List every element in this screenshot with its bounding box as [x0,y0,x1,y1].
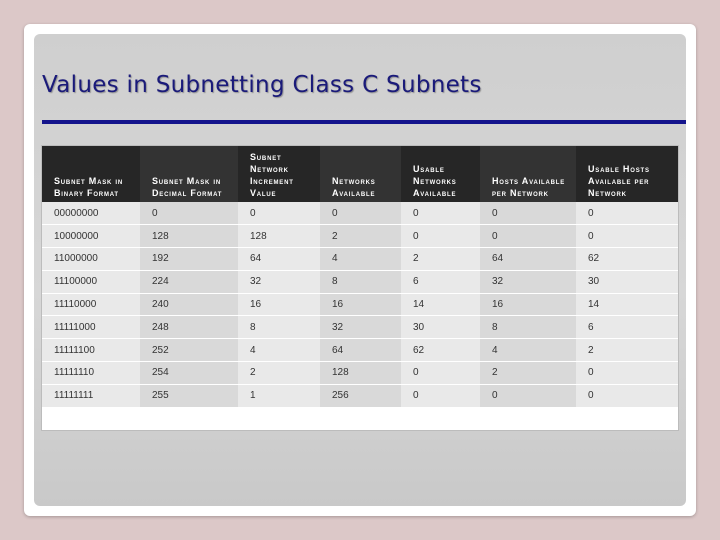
table-cell: 16 [480,293,576,316]
column-header-binary-mask: Subnet Mask in Binary Format [42,146,140,202]
table-cell: 62 [401,339,480,362]
table-cell: 2 [480,362,576,385]
column-header-decimal-mask: Subnet Mask in Decimal Format [140,146,238,202]
table-cell: 2 [401,248,480,271]
table-row [42,248,678,271]
table-cell: 0 [401,362,480,385]
table-row [42,202,678,225]
table-cell: 1 [238,384,320,407]
table-cell: 30 [401,316,480,339]
table-cell: 16 [238,293,320,316]
table-cell: 128 [140,225,238,248]
column-header-increment: Subnet Network Increment Value [238,146,320,202]
table-cell: 10000000 [42,225,140,248]
table-cell: 6 [576,316,678,339]
table-cell: 16 [320,293,401,316]
table-row [42,316,678,339]
table-cell: 128 [320,362,401,385]
slide [24,24,696,516]
table-cell: 2 [238,362,320,385]
table-row [42,384,678,407]
slide-title: Values in Subnetting Class C Subnets [42,72,482,98]
table-cell: 0 [401,202,480,225]
subnet-values-table [42,146,678,408]
table-row [42,225,678,248]
table-cell: 252 [140,339,238,362]
table-row [42,293,678,316]
table-cell: 62 [576,248,678,271]
column-header-hosts: Hosts Available per Network [480,146,576,202]
subnet-table-container [41,145,679,431]
table-cell: 254 [140,362,238,385]
table-cell: 14 [576,293,678,316]
table-cell: 00000000 [42,202,140,225]
table-cell: 6 [401,270,480,293]
table-cell: 0 [401,384,480,407]
table-cell: 0 [576,384,678,407]
table-cell: 8 [480,316,576,339]
table-cell: 0 [576,202,678,225]
table-cell: 11110000 [42,293,140,316]
table-cell: 0 [480,384,576,407]
table-cell: 8 [238,316,320,339]
table-cell: 0 [480,202,576,225]
column-header-usable-hosts: Usable Hosts Available per Network [576,146,678,202]
table-cell: 0 [238,202,320,225]
table-cell: 255 [140,384,238,407]
table-cell: 248 [140,316,238,339]
table-cell: 0 [480,225,576,248]
table-cell: 14 [401,293,480,316]
table-cell: 11111000 [42,316,140,339]
table-header-row [42,146,678,202]
table-cell: 240 [140,293,238,316]
table-cell: 64 [238,248,320,271]
table-cell: 2 [576,339,678,362]
table-cell: 11111111 [42,384,140,407]
table-cell: 4 [320,248,401,271]
column-header-usable-networks: Usable Networks Available [401,146,480,202]
table-cell: 11111110 [42,362,140,385]
table-cell: 32 [238,270,320,293]
table-cell: 0 [576,362,678,385]
table-cell: 64 [480,248,576,271]
table-cell: 192 [140,248,238,271]
table-row [42,270,678,293]
table-cell: 224 [140,270,238,293]
table-cell: 2 [320,225,401,248]
table-cell: 256 [320,384,401,407]
table-cell: 32 [320,316,401,339]
table-cell: 4 [238,339,320,362]
table-cell: 0 [576,225,678,248]
table-cell: 0 [320,202,401,225]
table-cell: 128 [238,225,320,248]
table-cell: 30 [576,270,678,293]
table-cell: 64 [320,339,401,362]
table-row [42,362,678,385]
column-header-networks: Networks Available [320,146,401,202]
table-cell: 0 [401,225,480,248]
table-cell: 32 [480,270,576,293]
table-row [42,339,678,362]
table-cell: 11000000 [42,248,140,271]
table-cell: 11111100 [42,339,140,362]
slide-content-area [34,34,686,506]
table-cell: 8 [320,270,401,293]
table-cell: 11100000 [42,270,140,293]
table-cell: 0 [140,202,238,225]
title-underline [42,120,686,124]
table-cell: 4 [480,339,576,362]
